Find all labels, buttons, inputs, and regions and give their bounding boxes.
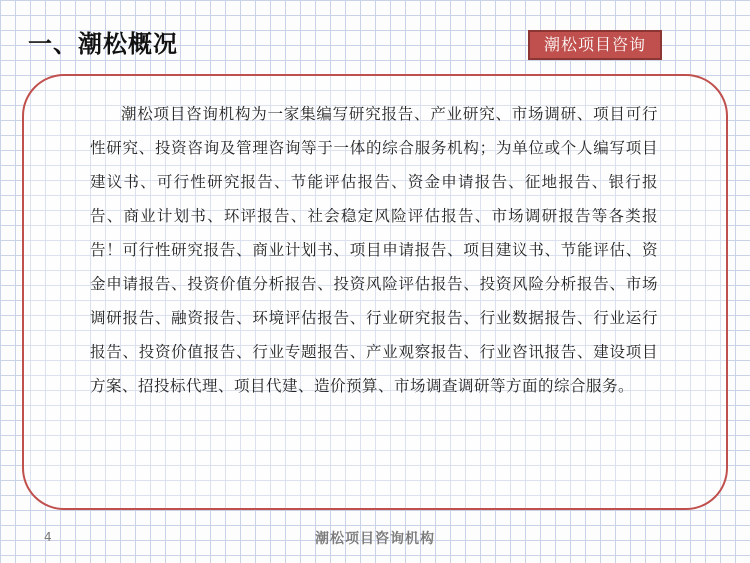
footer-text: 潮松项目咨询机构 [315,531,435,547]
slide-title: 一、潮松概况 [28,30,178,58]
content-box [22,74,728,510]
brand-badge: 潮松项目咨询 [528,30,662,60]
body-paragraph: 潮松项目咨询机构为一家集编写研究报告、产业研究、市场调研、项目可行性研究、投资咨询及管理咨询等于一体的综合服务机构；为单位或个人编写项目建议书、可行性研究报告、节能评估报告、资金申请报告、征地报告、银行报告、商业计划书、环评报告、社会稳定风险评估报告、市场调研报告等各类报告！可行性研究报告、商业计划书、项目申请报告、项目建议书、节能评估、资金申请报告、投资价值分析报告、投资风险评估报告、投资风险分析报告、市场调研报告、融资报告、环境评估报告、行业研究报告、行业数据报告、行业运行报告、投资价值报告、行业专题报告、产业观察报告、行业咨讯报告、建设项目方案、招投标代理、项目代建、造价预算、市场调查调研等方面的综合服务。 [90,105,658,395]
page-number: 4 [44,530,52,544]
